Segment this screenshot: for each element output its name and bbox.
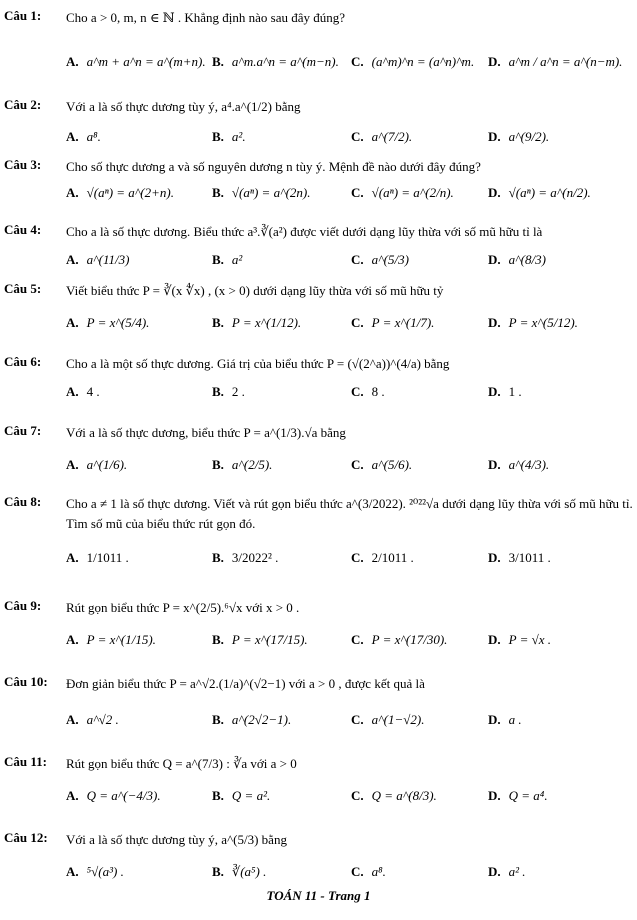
option-d[interactable]: D. 3/1011 . (488, 550, 551, 565)
question-label: Câu 10: (4, 674, 48, 689)
option-d[interactable]: D. a . (488, 712, 522, 727)
question-text: Rút gọn biểu thức P = x^(2/5).⁶√x với x > 0 . (66, 600, 300, 615)
option-d[interactable]: D. √(aⁿ) = a^(n/2). (488, 185, 591, 200)
question-text: Đơn giản biểu thức P = a^√2.(1/a)^(√2−1) với a > 0 , được kết quả là (66, 676, 425, 691)
option-a[interactable]: A. P = x^(1/15). (66, 632, 156, 647)
question-label: Câu 2: (4, 97, 42, 112)
question-4 (4, 222, 633, 277)
option-a[interactable]: A. a⁸. (66, 129, 101, 144)
question-label: Câu 7: (4, 423, 42, 438)
option-c[interactable]: C. Q = a^(8/3). (351, 788, 437, 803)
option-b[interactable]: B. 3/2022² . (212, 550, 279, 565)
option-c[interactable]: C. a^(1−√2). (351, 712, 425, 727)
option-b[interactable]: B. a². (212, 129, 246, 144)
option-d[interactable]: D. 1 . (488, 384, 522, 399)
question-text: Rút gọn biểu thức Q = a^(7/3) : ∛a với a > 0 (66, 756, 297, 771)
question-label: Câu 11: (4, 754, 47, 769)
question-text: Với a là số thực dương tùy ý, a⁴.a^(1/2) bằng (66, 99, 301, 114)
option-d[interactable]: D. a^(4/3). (488, 457, 550, 472)
option-a[interactable]: A. P = x^(5/4). (66, 315, 150, 330)
page-footer: TOÁN 11 - Trang 1 (266, 888, 371, 903)
option-d[interactable]: D. P = x^(5/12). (488, 315, 578, 330)
question-text: Cho a ≠ 1 là số thực dương. Viết và rút gọn biểu thức a^(3/2022). ²⁰²²√a dưới dạng lũy thừa với số mũ hữu tỉ. Tìm số mũ của biểu thức rút gọn đó. (66, 496, 633, 531)
question-10 (4, 674, 633, 734)
question-9 (4, 598, 633, 653)
question-11 (4, 754, 633, 814)
option-c[interactable]: C. a^(5/3) (351, 252, 409, 267)
option-c[interactable]: C. √(aⁿ) = a^(2/n). (351, 185, 454, 200)
question-text: Viết biểu thức P = ∛(x ∜x) , (x > 0) dưới dạng lũy thừa với số mũ hữu tỷ (66, 283, 444, 298)
question-1 (4, 8, 633, 68)
option-c[interactable]: C. (a^m)^n = (a^n)^m. (351, 54, 475, 69)
option-a[interactable]: A. 1/1011 . (66, 550, 129, 565)
option-c[interactable]: C. 8 . (351, 384, 385, 399)
option-d[interactable]: D. Q = a⁴. (488, 788, 548, 803)
question-label: Câu 4: (4, 222, 42, 237)
option-c[interactable]: C. a⁸. (351, 864, 386, 879)
option-c[interactable]: C. P = x^(1/7). (351, 315, 435, 330)
option-c[interactable]: C. a^(5/6). (351, 457, 413, 472)
option-a[interactable]: A. a^√2 . (66, 712, 119, 727)
option-a[interactable]: A. 4 . (66, 384, 100, 399)
option-b[interactable]: B. P = x^(17/15). (212, 632, 308, 647)
option-d[interactable]: D. a² . (488, 864, 526, 879)
option-a[interactable]: A. ⁵√(a³) . (66, 864, 124, 879)
option-b[interactable]: B. a^(2/5). (212, 457, 273, 472)
option-a[interactable]: A. a^(1/6). (66, 457, 128, 472)
option-d[interactable]: D. P = √x . (488, 632, 552, 647)
option-b[interactable]: B. a² (212, 252, 243, 267)
question-text: Cho a là một số thực dương. Giá trị của biểu thức P = (√(2^a))^(4/a) bằng (66, 356, 450, 371)
question-12 (4, 830, 633, 885)
option-d[interactable]: D. a^(9/2). (488, 129, 550, 144)
question-label: Câu 1: (4, 8, 42, 23)
option-c[interactable]: C. P = x^(17/30). (351, 632, 448, 647)
option-c[interactable]: C. a^(7/2). (351, 129, 413, 144)
question-2 (4, 97, 633, 157)
question-text: Cho a > 0, m, n ∈ ℕ . Khẳng định nào sau đây đúng? (66, 10, 346, 25)
question-text: Với a là số thực dương, biểu thức P = a^(1/3).√a bằng (66, 425, 346, 440)
question-5 (4, 281, 633, 341)
question-3 (4, 157, 633, 212)
question-8 (4, 494, 633, 584)
question-text: Cho a là số thực dương. Biểu thức a³.∛(a²) được viết dưới dạng lũy thừa với số mũ hữu tỉ là (66, 224, 543, 239)
option-a[interactable]: A. a^(11/3) (66, 252, 130, 267)
question-7 (4, 423, 633, 483)
question-text: Với a là số thực dương tùy ý, a^(5/3) bằng (66, 832, 287, 847)
option-a[interactable]: A. √(aⁿ) = a^(2+n). (66, 185, 174, 200)
option-a[interactable]: A. a^m + a^n = a^(m+n). (66, 54, 206, 69)
question-6 (4, 354, 633, 409)
option-a[interactable]: A. Q = a^(−4/3). (66, 788, 161, 803)
option-d[interactable]: D. a^m / a^n = a^(n−m). (488, 54, 623, 69)
option-b[interactable]: B. 2 . (212, 384, 245, 399)
option-b[interactable]: B. a^m.a^n = a^(m−n). (212, 54, 339, 69)
option-b[interactable]: B. ∛(a⁵) . (212, 864, 267, 879)
option-b[interactable]: B. P = x^(1/12). (212, 315, 302, 330)
option-b[interactable]: B. Q = a². (212, 788, 271, 803)
question-label: Câu 12: (4, 830, 48, 845)
question-label: Câu 5: (4, 281, 42, 296)
question-label: Câu 3: (4, 157, 42, 172)
question-label: Câu 8: (4, 494, 42, 509)
question-label: Câu 9: (4, 598, 42, 613)
option-b[interactable]: B. √(aⁿ) = a^(2n). (212, 185, 311, 200)
option-b[interactable]: B. a^(2√2−1). (212, 712, 292, 727)
option-d[interactable]: D. a^(8/3) (488, 252, 546, 267)
question-label: Câu 6: (4, 354, 42, 369)
option-c[interactable]: C. 2/1011 . (351, 550, 414, 565)
question-text: Cho số thực dương a và số nguyên dương n tùy ý. Mệnh đề nào dưới đây đúng? (66, 159, 481, 174)
